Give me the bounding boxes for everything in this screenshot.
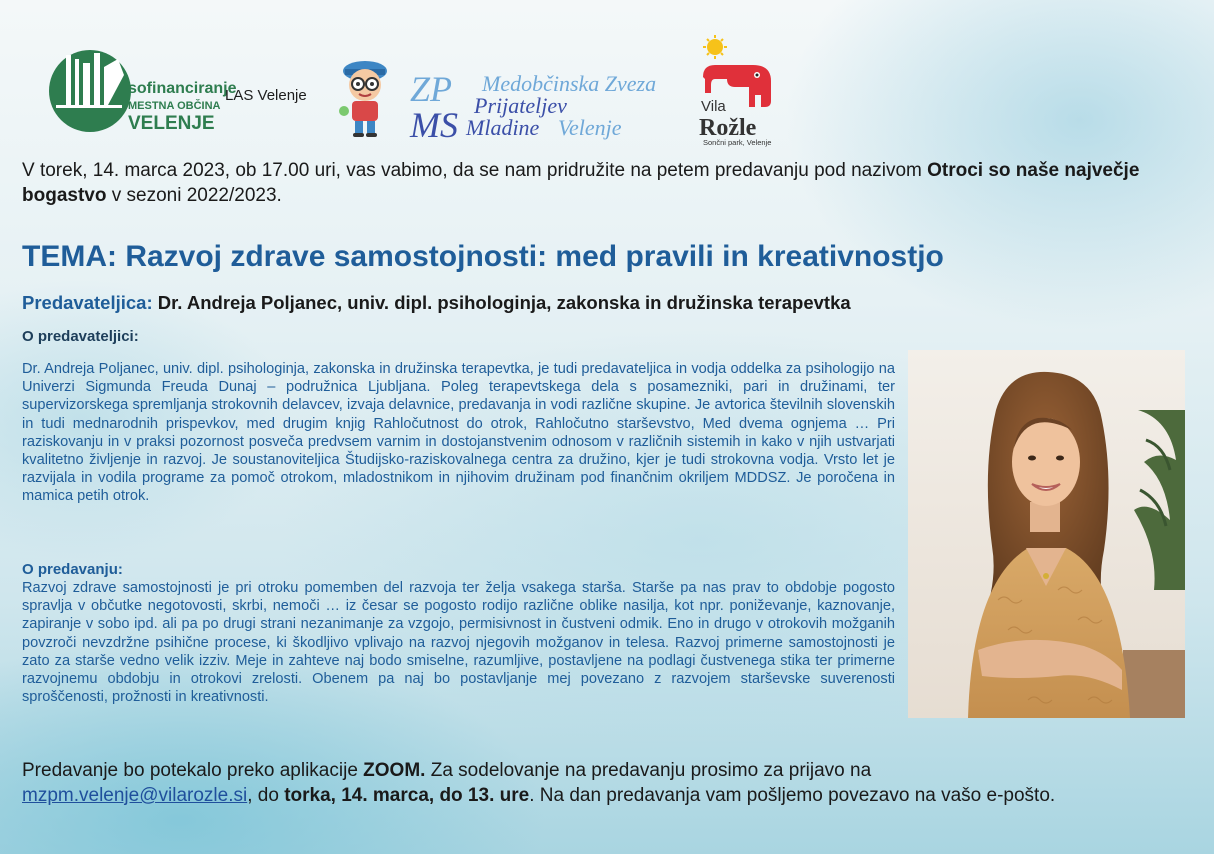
svg-text:Prijateljev: Prijateljev [474,93,567,118]
zpm-emblem-icon [410,67,685,143]
registration-info [22,758,1194,808]
svg-text:Mladine: Mladine [466,115,540,140]
svg-text:MS: MS [410,105,458,145]
velenje-emblem-icon [48,45,237,135]
portrait-image [908,350,1185,718]
svg-text:VELENJE: VELENJE [128,113,215,134]
vila-rozle-emblem-icon [695,35,775,147]
lecture-series-name: Otroci so naše največje bogastvo [22,160,1140,206]
about-lecture-heading: O predavanju: [22,561,123,578]
footer-text-2: Za sodelovanje na predavanju prosimo za prijavo na [425,760,872,781]
mascot-illustration [335,55,395,139]
about-lecture-text: Razvoj zdrave samostojnosti je pri otroku pomemben del razvoja ter želja vsakega starša. Starše pa nas prav to obdobje pogosto spravlja v občutke negotovosti, skrbi, nemoči … iz česar se pogosto rodijo različne oblike nasilja, kot npr. poniževanje, kaznovanje, zapiranje v sobo ipd. ali pa po drugi strani nezanimanje za vzgojo, permisivnost in čustveni odmik. Eno in drugo v otrokovih možganih povzroči nevzdržne psihične procese, ki škodljivo vplivajo na razvoj njegovih možganov in telesa. Razvoj primerne samostojnosti je zato za starše vedno velik izziv. Meje in zahteve naj bodo smiselne, razumljive, postavljene na podlagi čustvenega stika ter primerne razvojnemu obdobju in otrokovi zrelosti. Obenem pa naj bo postavljanje mej povezano z razvojem starševske suverenosti sproščenosti, prožnosti in kreativnosti. [22,580,895,706]
svg-text:Sončni park, Velenje: Sončni park, Velenje [703,138,772,147]
svg-text:Medobčinska Zveza: Medobčinska Zveza [482,71,657,96]
footer-text-4: . Na dan predavanja vam pošljemo povezavo na vašo e-pošto. [529,785,1056,806]
footer-text-3: , do [247,785,285,806]
child-mascot-icon [335,55,395,139]
topic-heading: TEMA: Razvoj zdrave samostojnosti: med pravili in kreativnostjo [22,240,944,273]
svg-text:MESTNA OBČINA: MESTNA OBČINA [128,100,221,112]
svg-text:Vila: Vila [701,98,726,115]
about-lecturer-text: Dr. Andreja Poljanec, univ. dipl. psihologinja, zakonska in družinska terapevtka, je tudi predavateljica in vodja oddelka za psihologijo na Univerzi Sigmunda Freuda Dunaj – podružnica Ljubljana. Poleg terapevtskega dela s posamezniki, pari in družinami, ter supervizorskega spremljanja strokovnih delavcev, izvaja delavnice, predavanja in vodi različne skupine. Je avtorica številnih slovenskih in tudi mednarodnih prispevkov, med drugim knjig Rahločutnost do otrok, Rahločutno starševstvo, Med dvema ognjema … Pri raziskovanju in v praksi pozornost posveča predvsem varnim in dostojanstvenim odnosom v različnih sistemih in kako v njih ustvarjati kvalitetno življenje in razvoj. Je soustanoviteljica Študijsko-raziskovalnega centra za družino, kjer je tudi strokovna vodja. Vrsto let je razvijala in vodila programe za pomoč otrokom, mladostnikom in njihovim družinam pod finančnim okriljem MDDSZ. Je poročena in mamica petih otrok. [22,361,895,505]
svg-text:Velenje: Velenje [558,115,622,140]
las-velenje-label: LAS Velenje [225,87,307,104]
zoom-label: ZOOM. [363,760,426,781]
lecturer-line [22,292,851,314]
lecturer-label: Predavateljica: [22,292,153,313]
intro-text-after: v sezoni 2022/2023. [106,185,282,206]
velenje-logo [48,45,237,135]
svg-text:sofinanciranje: sofinanciranje [128,80,237,97]
svg-text:ZP: ZP [410,69,453,109]
registration-email-link[interactable]: mzpm.velenje@vilarozle.si [22,785,248,806]
registration-deadline: torka, 14. marca, do 13. ure [284,785,530,806]
footer-text-1: Predavanje bo potekalo preko aplikacije [22,760,364,781]
zpm-logo [410,67,685,143]
vila-rozle-logo [695,35,775,147]
intro-paragraph [22,158,1194,208]
about-lecturer-heading: O predavateljici: [22,328,139,345]
intro-text-before: V torek, 14. marca 2023, ob 17.00 uri, vas vabimo, da se nam pridružite na petem predavanju pod nazivom [22,160,928,181]
sun-icon [703,35,727,59]
lecturer-photo [908,350,1185,718]
svg-text:Rožle: Rožle [699,115,757,141]
lecturer-name: Dr. Andreja Poljanec, univ. dipl. psihologinja, zakonska in družinska terapevtka [152,292,851,313]
